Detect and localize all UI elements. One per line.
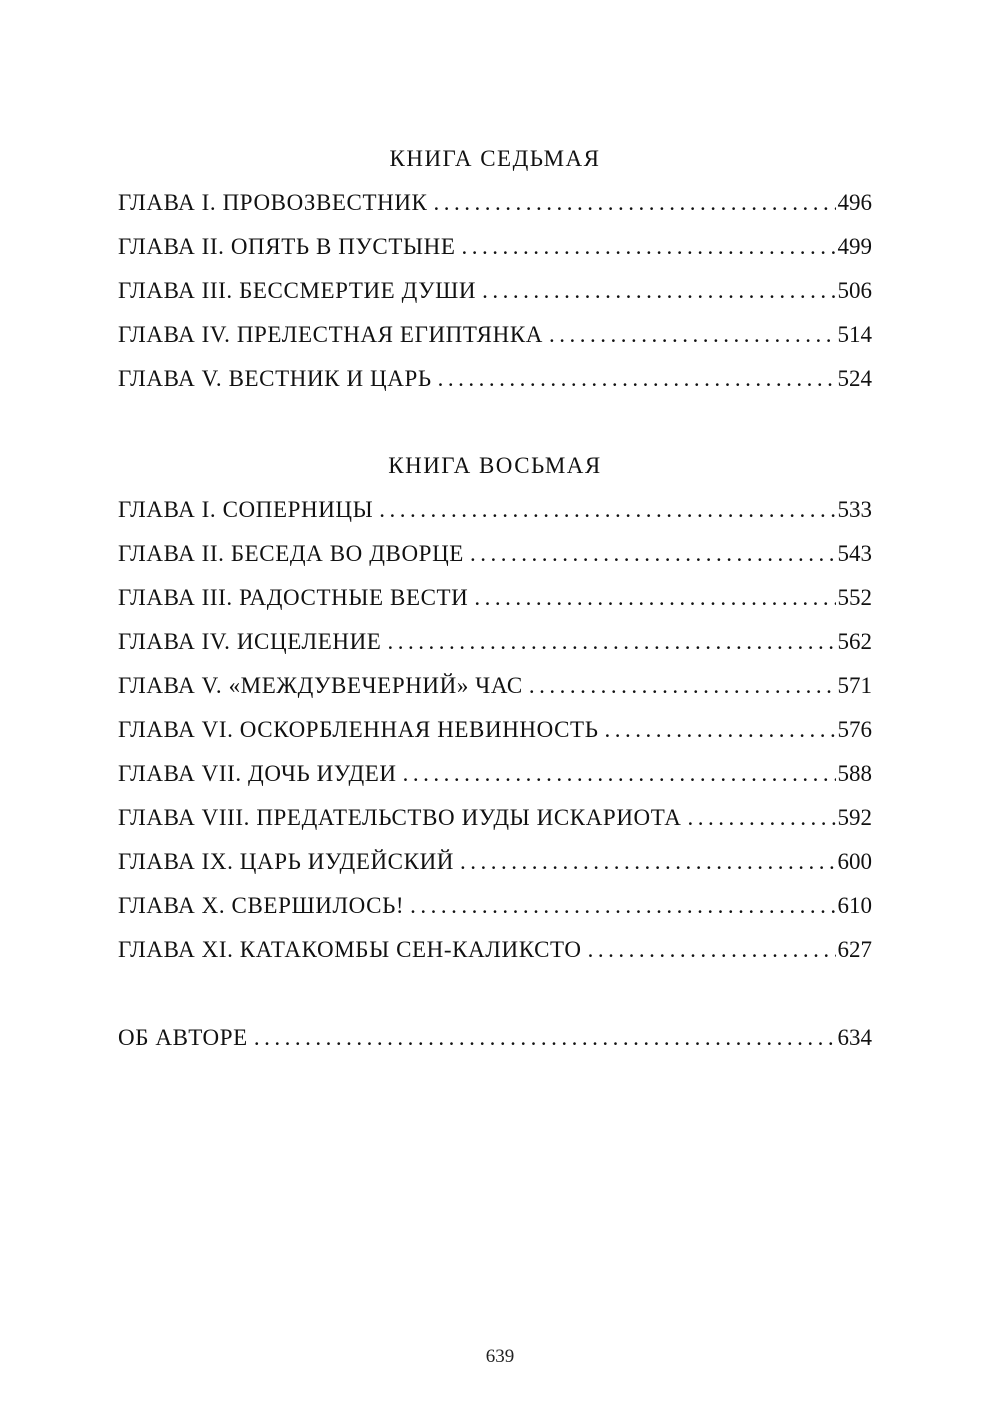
chapter-page: 562 [837,629,872,654]
toc-entry[interactable] [118,576,872,620]
chapter-title: ГЛАВА V. ВЕСТНИК И ЦАРЬ [118,366,432,391]
chapter-title: ГЛАВА V. «МЕЖДУВЕЧЕРНИЙ» ЧАС [118,673,523,698]
dot-leader [254,1016,836,1060]
book-seven-heading: КНИГА СЕДЬМАЯ [389,146,601,171]
dot-leader [474,576,835,620]
dot-leader [549,313,836,357]
chapter-page: 524 [837,366,872,391]
about-author-title: ОБ АВТОРЕ [118,1025,248,1050]
dot-leader [529,664,836,708]
chapter-page: 499 [837,234,872,259]
chapter-title: ГЛАВА VII. ДОЧЬ ИУДЕИ [118,761,397,786]
chapter-page: 600 [837,849,872,874]
chapter-page: 592 [837,805,872,830]
chapter-page: 533 [837,497,872,522]
toc-entry[interactable] [118,796,872,840]
about-author-section [118,1016,872,1060]
toc-entry[interactable] [118,532,872,576]
dot-leader [379,488,835,532]
dot-leader [460,840,836,884]
dot-leader [438,357,836,401]
toc-entry[interactable] [118,225,872,269]
dot-leader [588,928,836,972]
chapter-title: ГЛАВА III. БЕССМЕРТИЕ ДУШИ [118,278,477,303]
chapter-page: 588 [837,761,872,786]
dot-leader [605,708,836,752]
dot-leader [470,532,836,576]
chapter-title: ГЛАВА IV. ПРЕЛЕСТНАЯ ЕГИПТЯНКА [118,322,543,347]
toc-entry[interactable] [118,752,872,796]
chapter-title: ГЛАВА I. СОПЕРНИЦЫ [118,497,374,522]
toc-entry[interactable] [118,269,872,313]
toc-entry[interactable] [118,488,872,532]
chapter-page: 496 [837,190,872,215]
chapter-title: ГЛАВА VI. ОСКОРБЛЕННАЯ НЕВИННОСТЬ [118,717,599,742]
chapter-title: ГЛАВА II. БЕСЕДА ВО ДВОРЦЕ [118,541,464,566]
book-eight-section [118,444,872,972]
toc-entry[interactable] [118,884,872,928]
toc-entry[interactable] [118,357,872,401]
chapter-page: 571 [837,673,872,698]
dot-leader [482,269,835,313]
dot-leader [434,181,836,225]
chapter-title: ГЛАВА X. СВЕРШИЛОСЬ! [118,893,405,918]
chapter-page: 514 [837,322,872,347]
chapter-page: 610 [837,893,872,918]
toc-entry[interactable] [118,620,872,664]
chapter-title: ГЛАВА II. ОПЯТЬ В ПУСТЫНЕ [118,234,456,259]
chapter-page: 576 [837,717,872,742]
book-eight-heading: КНИГА ВОСЬМАЯ [388,453,602,478]
chapter-title: ГЛАВА III. РАДОСТНЫЕ ВЕСТИ [118,585,469,610]
chapter-page: 552 [837,585,872,610]
toc-entry-about-author[interactable] [118,1016,872,1060]
chapter-title: ГЛАВА VIII. ПРЕДАТЕЛЬСТВО ИУДЫ ИСКАРИОТА [118,805,682,830]
page-number: 639 [485,1346,515,1367]
about-author-page: 634 [837,1025,872,1050]
dot-leader [462,225,836,269]
toc-entry[interactable] [118,708,872,752]
toc-entry[interactable] [118,181,872,225]
chapter-title: ГЛАВА IV. ИСЦЕЛЕНИЕ [118,629,382,654]
toc-entry[interactable] [118,840,872,884]
chapter-title: ГЛАВА IX. ЦАРЬ ИУДЕЙСКИЙ [118,849,454,874]
chapter-title: ГЛАВА XI. КАТАКОМБЫ СЕН-КАЛИКСТО [118,937,582,962]
dot-leader [403,752,836,796]
dot-leader [687,796,835,840]
toc-entry[interactable] [118,928,872,972]
chapter-page: 506 [837,278,872,303]
toc-entry[interactable] [118,313,872,357]
dot-leader [410,884,835,928]
book-seven-section [118,137,872,401]
toc-entry[interactable] [118,664,872,708]
chapter-page: 627 [837,937,872,962]
chapter-page: 543 [837,541,872,566]
dot-leader [387,620,835,664]
chapter-title: ГЛАВА I. ПРОВОЗВЕСТНИК [118,190,428,215]
